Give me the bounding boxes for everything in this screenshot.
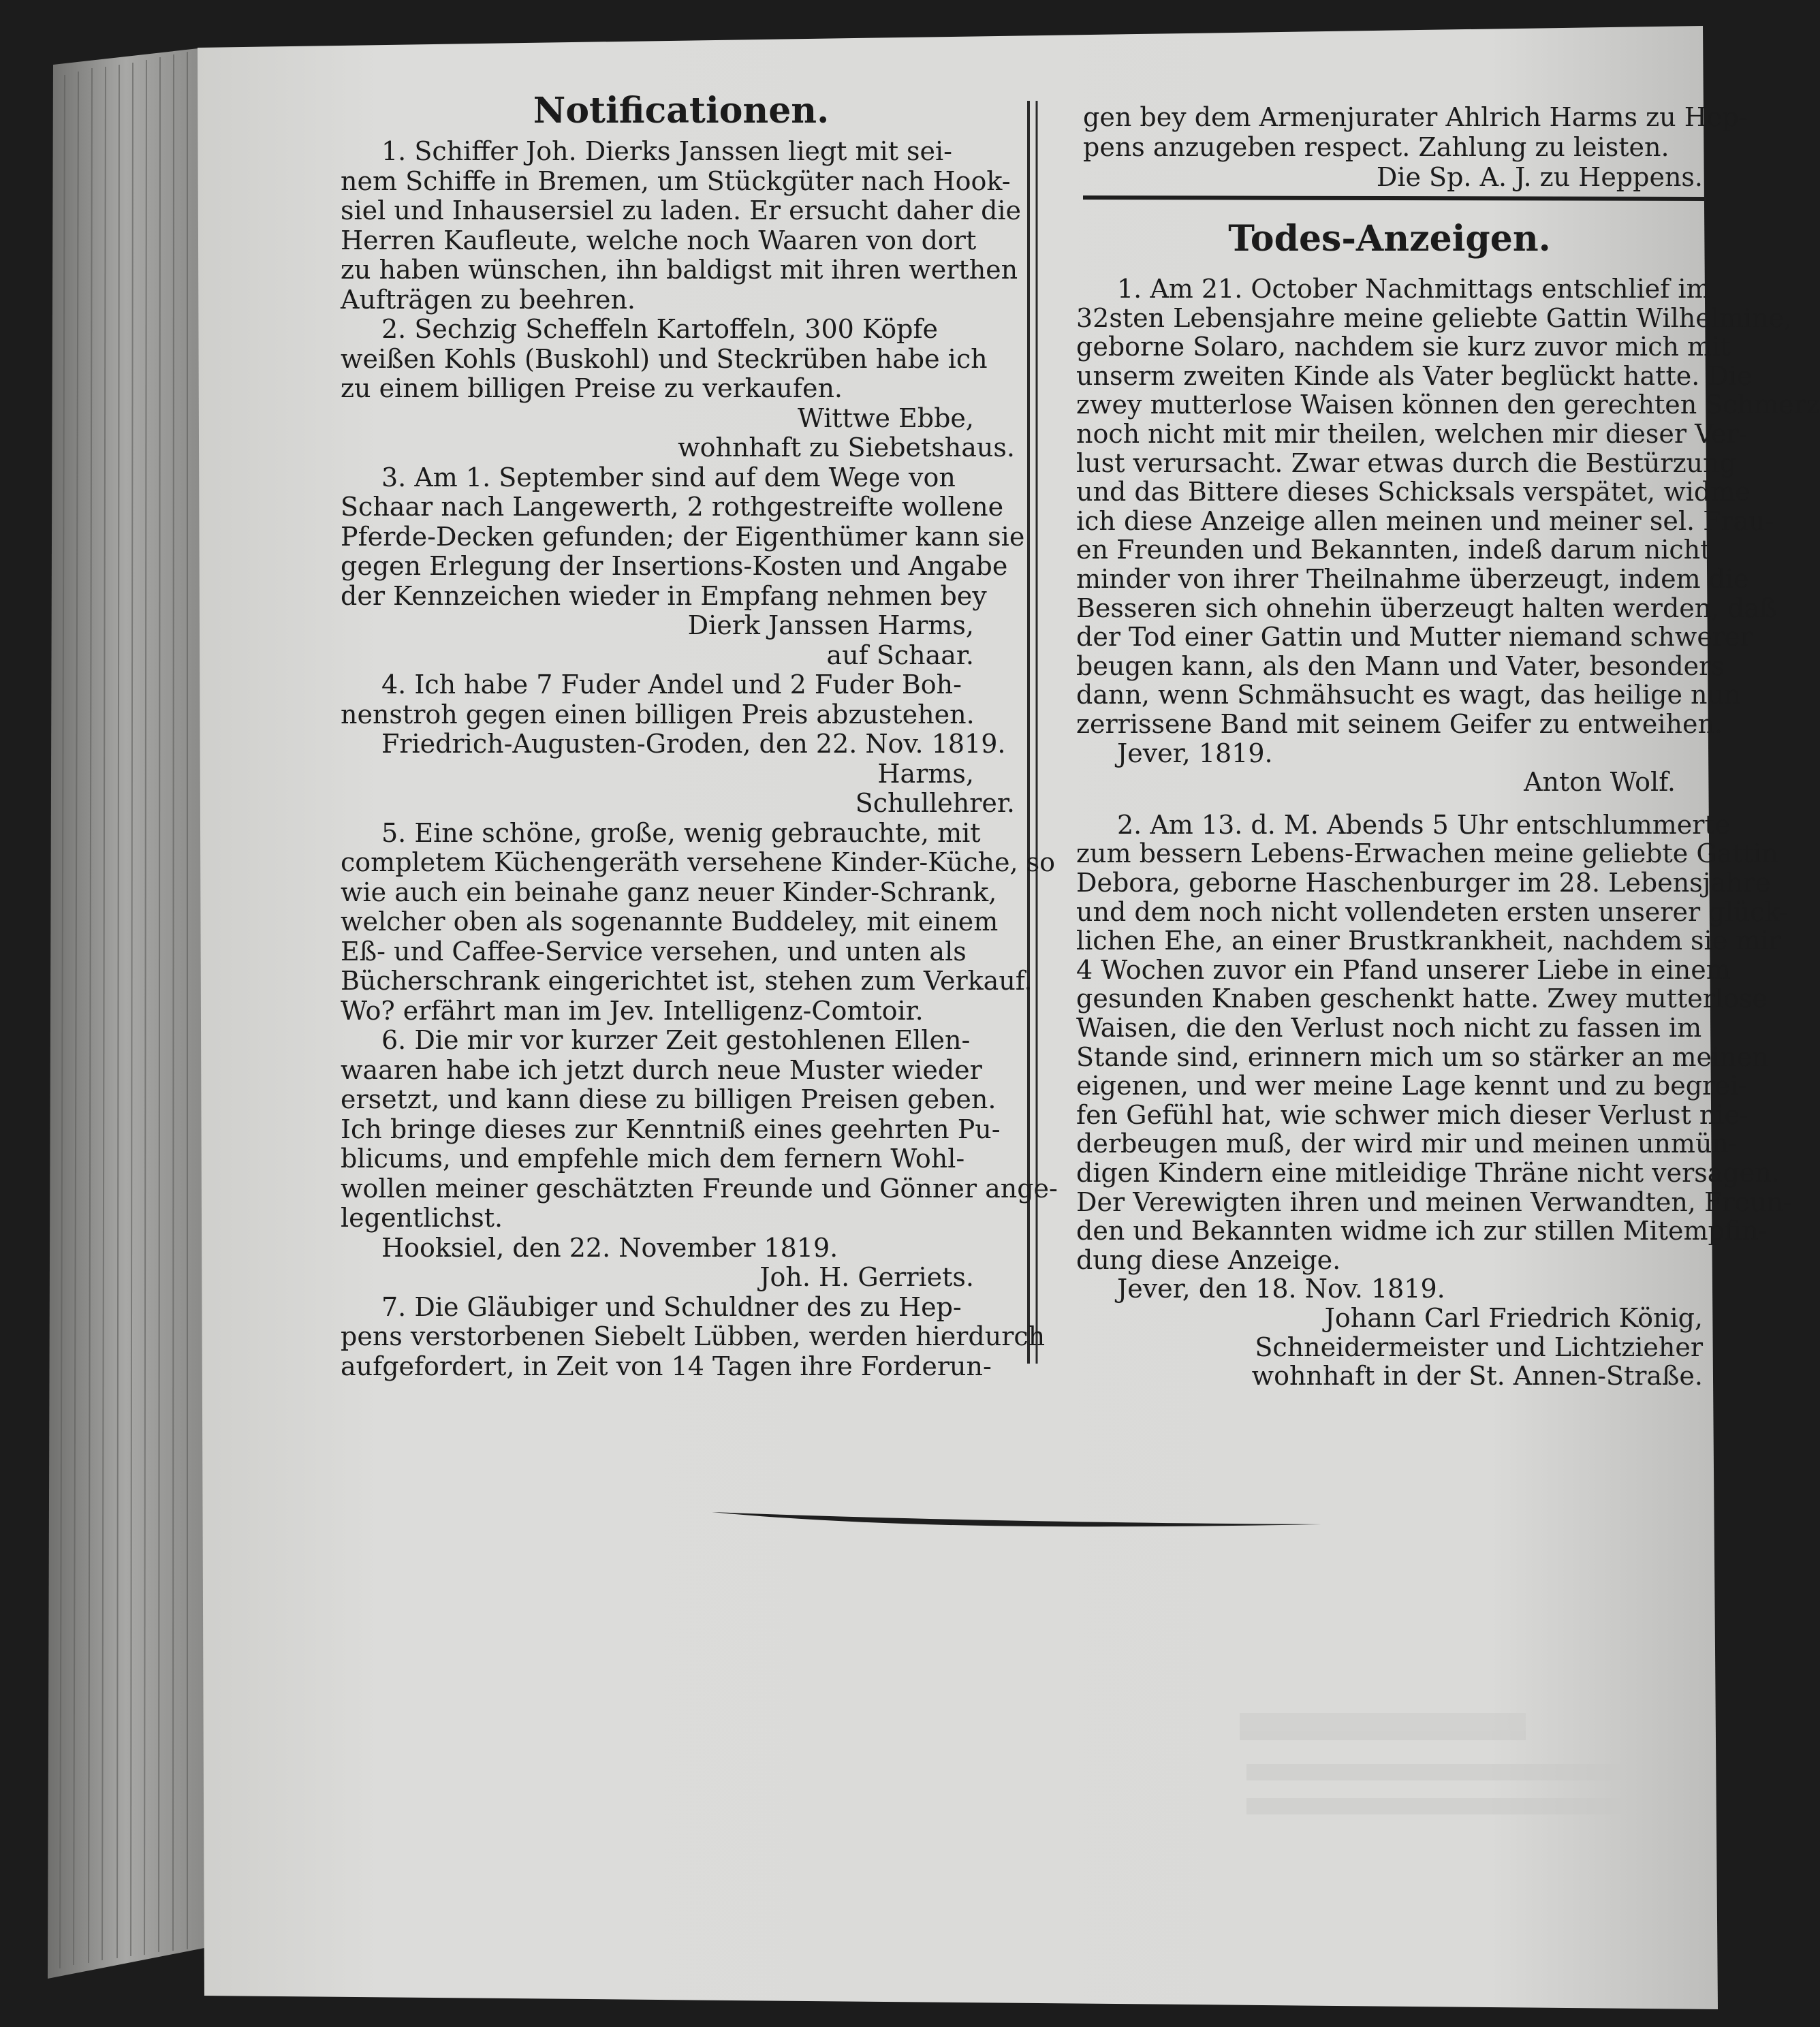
right-column-line: dung diese Anzeige. [1076, 1244, 1341, 1275]
right-column-line: lichen Ehe, an einer Brustkrankheit, nachdem sie mir [1076, 926, 1781, 956]
right-column-line: eigenen, und wer meine Lage kennt und zu begrei- [1076, 1071, 1747, 1101]
right-column-top-line: Die Sp. A. J. zu Heppens. [1376, 162, 1703, 192]
right-column-line: und das Bittere dieses Schicksals verspätet, widme [1076, 477, 1751, 507]
right-column-line: fen Gefühl hat, wie schwer mich dieser Verlust nie- [1076, 1099, 1748, 1130]
heading-notificationen: Notificationen. [533, 90, 830, 131]
right-column-line: Debora, geborne Haschenburger im 28. Lebensjahre [1076, 868, 1771, 898]
right-column-line: minder von ihrer Theilnahme überzeugt, indem die [1076, 564, 1749, 594]
right-column-line: derbeugen muß, der wird mir und meinen unmün- [1076, 1129, 1738, 1159]
heading-todes-anzeigen: Todes-Anzeigen. [1228, 218, 1551, 260]
right-column-line: Jever, den 18. Nov. 1819. [1117, 1274, 1445, 1304]
right-column-line: 2. Am 13. d. M. Abends 5 Uhr entschlummerte [1117, 809, 1731, 840]
right-column-line: zerrissene Band mit seinem Geifer zu entweihen. [1076, 709, 1723, 739]
right-column-line: 1. Am 21. October Nachmittags entschlief im [1117, 274, 1711, 304]
left-column-line: Eß- und Caffee-Service versehen, und unten als [341, 936, 967, 967]
right-column-line: 4 Wochen zuvor ein Pfand unserer Liebe in einem [1076, 954, 1731, 985]
left-column-line: 6. Die mir vor kurzer Zeit gestohlenen Ellen- [381, 1025, 971, 1055]
left-column-line: Pferde-Decken gefunden; der Eigenthümer kann sie [341, 521, 1025, 552]
left-column-line: 1. Schiffer Joh. Dierks Janssen liegt mit sei- [381, 136, 953, 166]
left-column-line: nenstroh gegen einen billigen Preis abzustehen. [341, 699, 975, 729]
right-column-line: zwey mutterlose Waisen können den gerechten Schmerz [1076, 390, 1820, 420]
left-column-line: Schullehrer. [855, 788, 1015, 818]
right-column-line: Besseren sich ohnehin überzeugt halten werden, daß [1076, 593, 1777, 623]
left-column-line: Schaar nach Langewerth, 2 rothgestreifte wollene [341, 492, 1004, 522]
left-column-line: der Kennzeichen wieder in Empfang nehmen bey [341, 580, 987, 611]
right-column-line: gesunden Knaben geschenkt hatte. Zwey mutterlose [1076, 984, 1768, 1014]
section-rule [1083, 198, 1706, 199]
left-column-line: zu haben wünschen, ihn baldigst mit ihren werthen [341, 255, 1018, 285]
right-column-line: Jever, 1819. [1117, 738, 1273, 768]
right-column-line: der Tod einer Gattin und Mutter niemand schwerer [1076, 622, 1753, 653]
right-column-line: zum bessern Lebens-Erwachen meine geliebte Gattin [1076, 838, 1778, 869]
page-stack-edge [48, 48, 204, 1979]
right-column-line: und dem noch nicht vollendeten ersten unserer glück- [1076, 896, 1789, 927]
left-column-line: 3. Am 1. September sind auf dem Wege von [381, 462, 956, 492]
right-column-line: Anton Wolf. [1524, 767, 1676, 798]
left-column-line: waaren habe ich jetzt durch neue Muster wieder [341, 1054, 982, 1085]
left-column-line: wollen meiner geschätzten Freunde und Gönner ange- [341, 1173, 1058, 1204]
left-column-line: 2. Sechzig Scheffeln Kartoffeln, 300 Köpfe [381, 314, 939, 344]
left-column-line: nem Schiffe in Bremen, um Stückgüter nach Hook- [341, 166, 1011, 196]
right-column-line: digen Kindern eine mitleidige Thräne nicht versagen. [1076, 1158, 1780, 1188]
right-column-line: unserm zweiten Kinde als Vater beglückt hatte. Die [1076, 360, 1753, 391]
left-column-line: ersetzt, und kann diese zu billigen Preisen geben. [341, 1084, 997, 1114]
left-column-line: welcher oben als sogenannte Buddeley, mit einem [341, 907, 999, 937]
right-column-line: Stande sind, erinnern mich um so stärker an meinen [1076, 1041, 1769, 1072]
left-column-line: zu einem billigen Preise zu verkaufen. [341, 373, 843, 403]
right-column-line: Der Verewigten ihren und meinen Verwandten, Freun- [1076, 1187, 1792, 1217]
right-column-line: noch nicht mit mir theilen, welchen mir dieser Ver- [1076, 419, 1748, 449]
right-column-line: lust verursacht. Zwar etwas durch die Bestürzung [1076, 447, 1736, 478]
right-column-line: Schneidermeister und Lichtzieher [1255, 1332, 1703, 1362]
right-column-line: geborne Solaro, nachdem sie kurz zuvor mich mit [1076, 332, 1731, 362]
left-column-line: Joh. H. Gerriets. [759, 1262, 974, 1292]
right-column-line: dann, wenn Schmähsucht es wagt, das heilige nun [1076, 680, 1741, 710]
right-column-line: beugen kann, als den Mann und Vater, besonders [1076, 650, 1725, 681]
left-column-line: Bücherschrank eingerichtet ist, stehen zum Verkauf. [341, 966, 1033, 996]
right-column-line: Johann Carl Friedrich König, [1324, 1303, 1703, 1333]
left-column-line: Friedrich-Augusten-Groden, den 22. Nov. 1819. [381, 729, 1006, 759]
left-column-line: 5. Eine schöne, große, wenig gebrauchte, mit [381, 817, 981, 848]
right-column-line: wohnhaft in der St. Annen-Straße. [1251, 1361, 1703, 1392]
right-column-line: 32sten Lebensjahre meine geliebte Gattin Wilhelmine, [1076, 302, 1793, 333]
right-column-line: den und Bekannten widme ich zur stillen Mitempfin- [1076, 1216, 1768, 1246]
right-column-line: Waisen, die den Verlust noch nicht zu fassen im [1076, 1013, 1702, 1043]
left-column-line: Wittwe Ebbe, [797, 403, 974, 433]
left-column-line: weißen Kohls (Buskohl) und Steckrüben habe ich [341, 343, 988, 374]
left-column-line: siel und Inhausersiel zu laden. Er ersucht daher die [341, 195, 1022, 225]
right-column-line: ich diese Anzeige allen meinen und meiner sel. Frau- [1076, 505, 1774, 536]
right-column-top-line: gen bey dem Armenjurater Ahlrich Harms zu Hep- [1083, 102, 1748, 132]
left-column-line: legentlichst. [341, 1203, 503, 1233]
left-column-line: aufgefordert, in Zeit von 14 Tagen ihre Forderun- [341, 1351, 992, 1381]
left-column-line: Hooksiel, den 22. November 1819. [381, 1232, 838, 1263]
left-column-line: Ich bringe dieses zur Kenntniß eines geehrten Pu- [341, 1114, 1001, 1144]
left-column-line: 7. Die Gläubiger und Schuldner des zu Hep- [381, 1291, 962, 1322]
left-column-line: wie auch ein beinahe ganz neuer Kinder-Schrank, [341, 877, 997, 907]
left-column-line: pens verstorbenen Siebelt Lübben, werden hierdurch [341, 1321, 1046, 1351]
left-column-line: auf Schaar. [826, 640, 974, 670]
left-column-line: wohnhaft zu Siebetshaus. [678, 433, 1015, 462]
left-column-line: Wo? erfährt man im Jev. Intelligenz-Comtoir. [341, 995, 924, 1026]
left-column-line: gegen Erlegung der Insertions-Kosten und Angabe [341, 551, 1008, 581]
left-column-line: 4. Ich habe 7 Fuder Andel und 2 Fuder Boh- [381, 670, 962, 700]
left-column-line: blicums, und empfehle mich dem fernern Wohl- [341, 1144, 965, 1174]
right-column-line: en Freunden und Bekannten, indeß darum nicht [1076, 535, 1711, 565]
left-column-line: Aufträgen zu beehren. [341, 284, 636, 315]
right-column-top-line: pens anzugeben respect. Zahlung zu leisten. [1083, 132, 1669, 162]
left-column-line: Herren Kaufleute, welche noch Waaren von dort [341, 225, 977, 255]
left-column-line: Harms, [877, 758, 974, 789]
left-column-line: Dierk Janssen Harms, [687, 610, 974, 640]
left-column-line: completem Küchengeräth versehene Kinder-Küche, so [341, 847, 1055, 877]
